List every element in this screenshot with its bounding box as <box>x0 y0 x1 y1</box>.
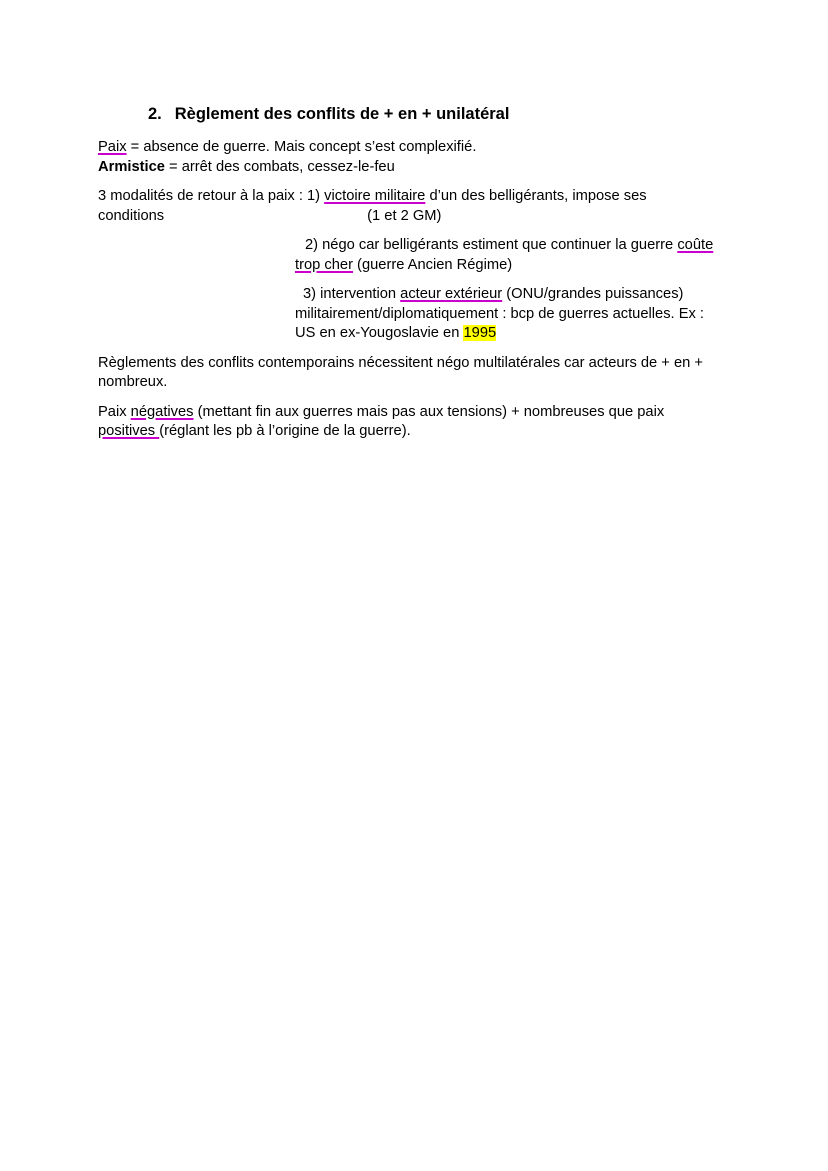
underlined-text: coûte <box>677 237 714 253</box>
text-run: (mettant fin aux guerres mais pas aux tensions) + nombreuses que paix <box>193 403 665 420</box>
paragraph-modalite-2 <box>295 236 828 275</box>
text-run: 2) négo car belligérants estiment que continuer la guerre <box>305 237 678 253</box>
text-line <box>98 158 828 178</box>
text-run: = absence de guerre. Mais concept s’est complexifié. <box>126 139 477 155</box>
text-line <box>98 354 828 374</box>
text-line <box>295 236 828 256</box>
text-line <box>98 187 828 207</box>
bold-text: Armistice <box>98 158 165 175</box>
text-line <box>98 207 828 227</box>
text-run: d’un des belligérants, impose ses <box>425 188 647 204</box>
underlined-text: positives <box>98 423 160 439</box>
document-body <box>98 104 828 442</box>
paragraph-modalites-1 <box>98 187 828 226</box>
text-run: nombreux. <box>98 374 168 390</box>
text-run: (1 et 2 GM) <box>367 207 442 224</box>
text-line <box>98 373 828 393</box>
section-heading <box>148 104 828 125</box>
text-run: (ONU/grandes puissances) <box>502 286 684 302</box>
text-run: 3 modalités de retour à la paix : 1) <box>98 188 325 204</box>
text-run: Paix <box>98 403 131 420</box>
text-run: 3) intervention <box>303 286 401 302</box>
text-line <box>295 324 828 344</box>
paragraph-modalite-3 <box>295 285 828 344</box>
text-run: Règlements des conflits contemporains nécessitent négo multilatérales car acteurs de + en + <box>98 354 703 371</box>
text-line <box>295 256 828 276</box>
underlined-text: trop cher <box>295 256 353 273</box>
paragraph-reglements-contemporains <box>98 354 828 393</box>
text-run: conditions <box>98 207 165 224</box>
text-run: (réglant les pb à l’origine de la guerre). <box>159 423 411 439</box>
underlined-text: négatives <box>130 403 194 420</box>
bold-text: Règlement des conflits de + en + unilatéral <box>174 105 510 123</box>
text-run: (guerre Ancien Régime) <box>352 256 513 273</box>
text-line <box>98 138 828 158</box>
highlighted-text: 1995 <box>463 325 497 341</box>
underlined-text: acteur extérieur <box>400 286 503 302</box>
text-line <box>295 285 828 305</box>
paragraph-paix-negatives-positives <box>98 403 828 442</box>
paragraph-definitions <box>98 138 828 177</box>
text-run: militairement/diplomatiquement : bcp de guerres actuelles. Ex : <box>295 305 704 322</box>
text-line <box>98 403 828 423</box>
bold-text: 2. <box>148 105 162 123</box>
text-line <box>148 104 828 125</box>
underlined-text: Paix <box>98 139 127 155</box>
text-run: US en ex-Yougoslavie en <box>295 325 464 341</box>
text-run: = arrêt des combats, cessez-le-feu <box>164 158 395 175</box>
underlined-text: victoire militaire <box>324 188 426 204</box>
text-line <box>98 422 828 442</box>
text-line <box>295 305 828 325</box>
